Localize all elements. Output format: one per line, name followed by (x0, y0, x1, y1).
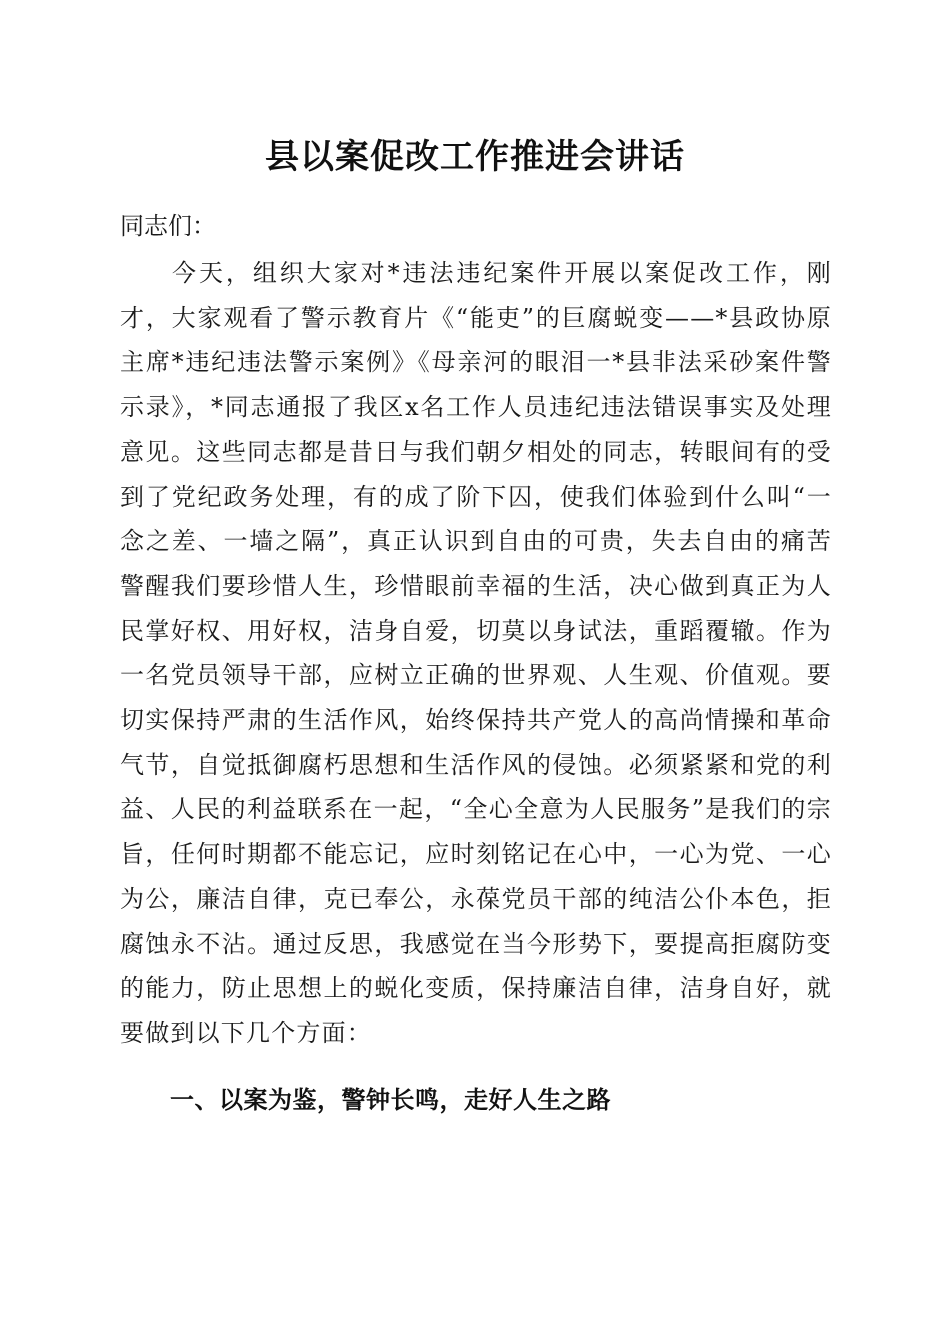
section-heading: 一、以案为鉴，警钟长鸣，走好人生之路 (170, 1086, 611, 1114)
body-paragraph: 今天，组织大家对*违法违纪案件开展以案促改工作，刚才，大家观看了警示教育片《“能吏”的巨腐蜕变——*县政协原主席*违纪违法警示案例》《母亲河的眼泪一*县非法采砂案件警示录》，*同志通报了我区x名工作人员违纪违法错误事实及处理意见。这些同志都是昔日与我们朝夕相处的同志，转眼间有的受到了党纪政务处理，有的成了阶下囚，使我们体验到什么叫“一念之差、一墙之隔”，真正认识到自由的可贵，失去自由的痛苦警醒我们要珍惜人生，珍惜眼前幸福的生活，决心做到真正为人民掌好权、用好权，洁身自爱，切莫以身试法，重蹈覆辙。作为一名党员领导干部，应树立正确的世界观、人生观、价值观。要切实保持严肃的生活作风，始终保持共产党人的高尚情操和革命气节，自觉抵御腐朽思想和生活作风的侵蚀。必须紧紧和党的利益、人民的利益联系在一起，“全心全意为人民服务”是我们的宗旨，任何时期都不能忘记，应时刻铭记在心中，一心为党、一心为公，廉洁自律，克已奉公，永葆党员干部的纯洁公仆本色，拒腐蚀永不沾。通过反思，我感觉在当今形势下，要提高拒腐防变的能力，防止思想上的蜕化变质，保持廉洁自律，洁身自好，就要做到以下几个方面： (120, 259, 832, 1047)
document-title: 县以案促改工作推进会讲话 (265, 137, 685, 177)
salutation: 同志们： (120, 212, 216, 240)
